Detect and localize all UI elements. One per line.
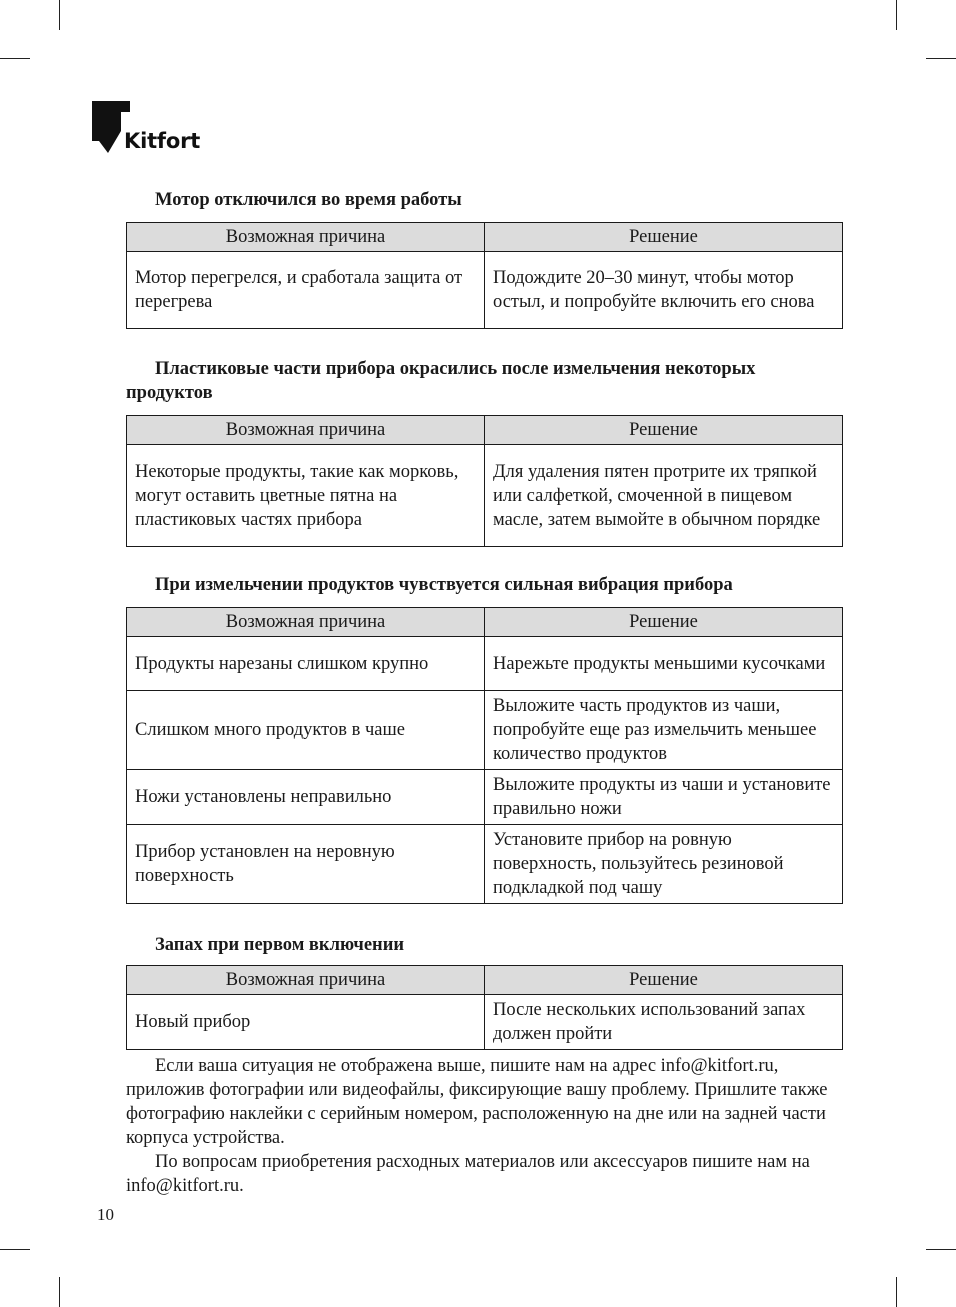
table-row bbox=[127, 252, 843, 329]
cause-cell: Ножи установлены неправильно bbox=[127, 770, 485, 825]
header-solution: Решение bbox=[485, 966, 843, 995]
table-row bbox=[127, 995, 843, 1050]
section-title: При измельчении продуктов чувствуется сильная вибрация прибора bbox=[155, 575, 733, 595]
troubleshooting-table bbox=[126, 222, 843, 329]
accessories-paragraph: По вопросам приобретения расходных материалов или аксессуаров пишите нам на info@kitfort.ru. bbox=[126, 1152, 810, 1196]
solution-cell: Установите прибор на ровную поверхность, пользуйтесь резиновой подкладкой под чашу bbox=[485, 825, 843, 904]
table-row bbox=[127, 691, 843, 770]
cause-cell: Новый прибор bbox=[127, 995, 485, 1050]
solution-cell: Нарежьте продукты меньшими кусочками bbox=[485, 637, 843, 691]
table-row bbox=[127, 825, 843, 904]
crop-mark bbox=[0, 58, 30, 59]
cause-cell: Мотор перегрелся, и сработала защита от перегрева bbox=[127, 252, 485, 329]
crop-mark bbox=[896, 0, 897, 30]
page-number: 10 bbox=[97, 1205, 114, 1224]
solution-cell: После нескольких использований запах должен пройти bbox=[485, 995, 843, 1050]
header-solution: Решение bbox=[485, 608, 843, 637]
header-solution: Решение bbox=[485, 416, 843, 445]
table-row bbox=[127, 445, 843, 547]
header-cause: Возможная причина bbox=[127, 608, 485, 637]
troubleshooting-table bbox=[126, 607, 843, 904]
crop-mark bbox=[926, 58, 956, 59]
table-row bbox=[127, 637, 843, 691]
troubleshooting-table bbox=[126, 965, 843, 1050]
crop-mark bbox=[926, 1249, 956, 1250]
solution-cell: Выложите часть продуктов из чаши, попробуйте еще раз измельчить меньшее количество продуктов bbox=[485, 691, 843, 770]
cause-cell: Некоторые продукты, такие как морковь, могут оставить цветные пятна на пластиковых частях прибора bbox=[127, 445, 485, 547]
header-cause: Возможная причина bbox=[127, 223, 485, 252]
section-title: Запах при первом включении bbox=[155, 935, 405, 955]
cause-cell: Прибор установлен на неровную поверхность bbox=[127, 825, 485, 904]
brand-logo-text: Kitfort bbox=[124, 129, 201, 153]
section-title: Пластиковые части прибора окрасились после измельчения некоторых продуктов bbox=[126, 359, 756, 403]
solution-cell: Для удаления пятен протрите их тряпкой или салфеткой, смоченной в пищевом масле, затем вымойте в обычном порядке bbox=[485, 445, 843, 547]
cause-cell: Продукты нарезаны слишком крупно bbox=[127, 637, 485, 691]
cause-cell: Слишком много продуктов в чаше bbox=[127, 691, 485, 770]
crop-mark bbox=[896, 1277, 897, 1307]
header-cause: Возможная причина bbox=[127, 966, 485, 995]
crop-mark bbox=[0, 1249, 30, 1250]
solution-cell: Выложите продукты из чаши и установите правильно ножи bbox=[485, 770, 843, 825]
header-cause: Возможная причина bbox=[127, 416, 485, 445]
crop-mark bbox=[59, 1277, 60, 1307]
troubleshooting-table bbox=[126, 415, 843, 547]
table-row bbox=[127, 770, 843, 825]
crop-mark bbox=[59, 0, 60, 30]
section-title: Мотор отключился во время работы bbox=[155, 190, 462, 210]
solution-cell: Подождите 20–30 минут, чтобы мотор остыл, и попробуйте включить его снова bbox=[485, 252, 843, 329]
header-solution: Решение bbox=[485, 223, 843, 252]
contact-paragraph: Если ваша ситуация не отображена выше, пишите нам на адрес info@kitfort.ru, приложив фотографии или видеофайлы, фиксирующие вашу проблему. Пришлите также фотографию наклейки с серийным номером, расположенную на дне или на задней части корпуса устройства. bbox=[126, 1056, 828, 1148]
